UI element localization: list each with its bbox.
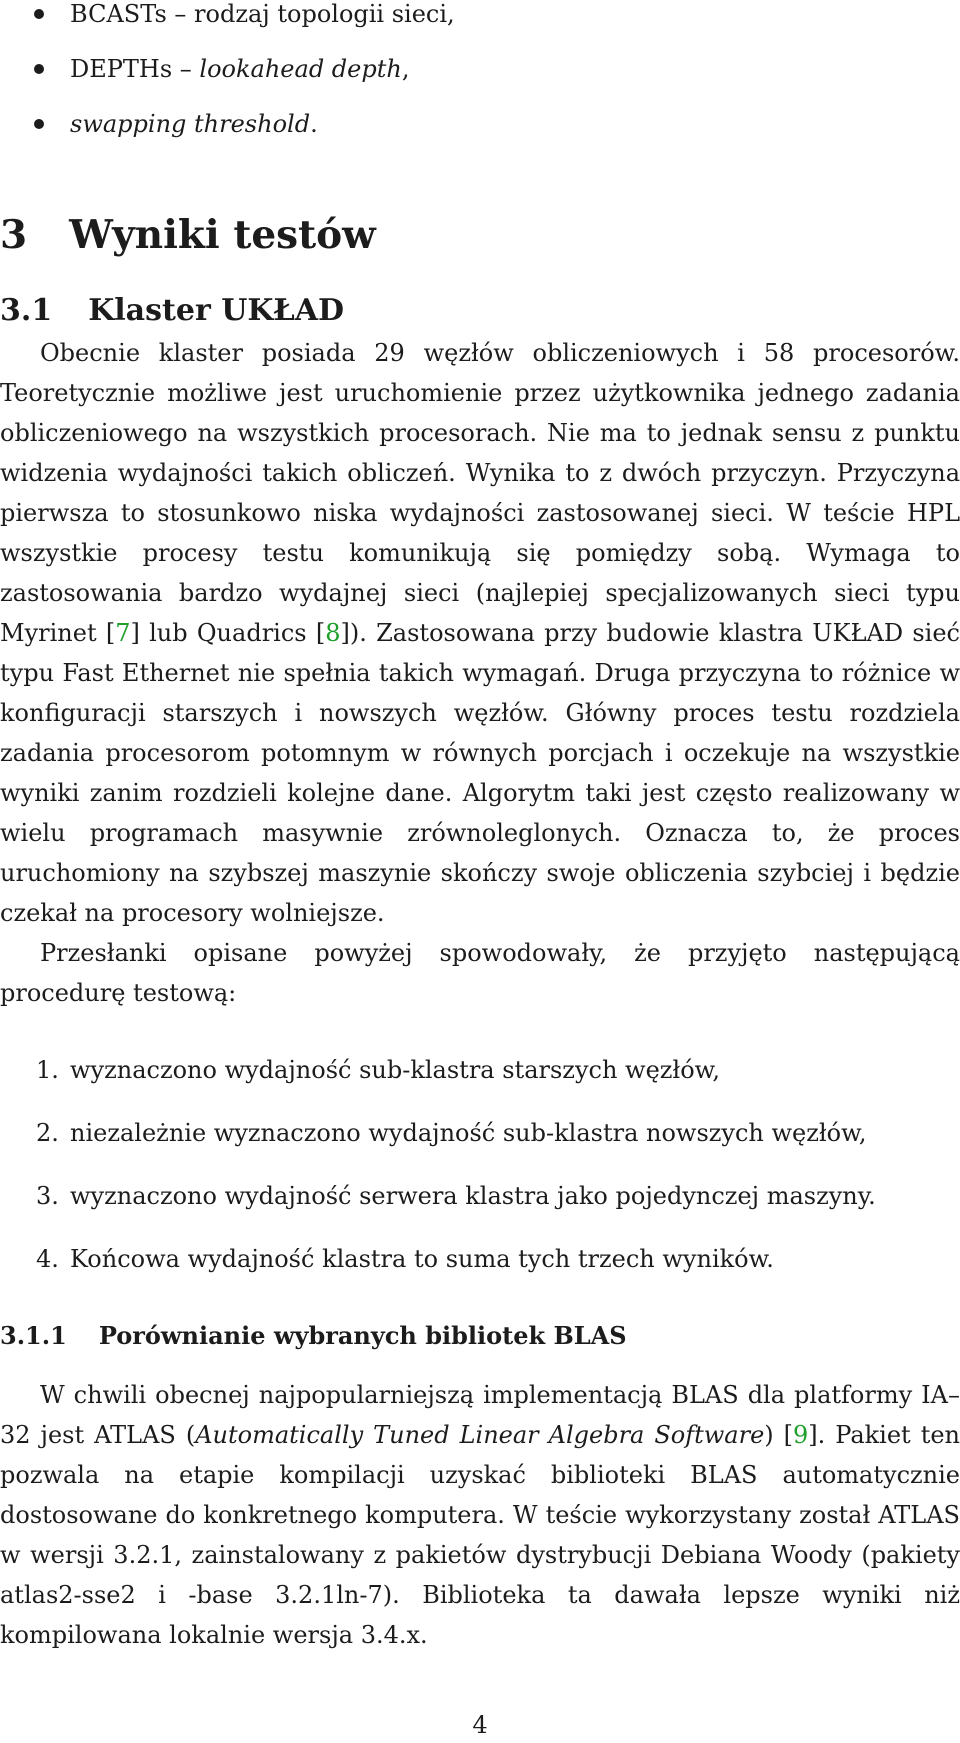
section-number: 3 (0, 212, 28, 258)
list-item (0, 1176, 960, 1216)
page-number: 4 (472, 1711, 488, 1739)
citation-link[interactable]: 7 (115, 619, 131, 647)
bullet-text-part: , (401, 55, 410, 83)
bullet-icon (34, 64, 44, 74)
list-item (0, 1113, 960, 1153)
bullet-icon (34, 9, 44, 19)
paragraph-text: Obecnie klaster posiada 29 węzłów obliczeniowych i 58 procesorów. Teoretycznie możliwe jest uruchomienie przez użytkownika jednego zadania obliczeniowego na wszystkich procesorach. Nie ma to jednak sensu z punktu widzenia wydajności takich obliczeń. Wynika to z dwóch przyczyn. Przyczyna pierwsza to stosunkowo niska wydajności zastosowanej sieci. W teście HPL wszystkie procesy testu komunikują się pomiędzy sobą. Wymaga to zastosowania bardzo wydajnej sieci (najlepiej specjalizowanych sieci typu Myrinet [ (0, 339, 960, 647)
subsection-heading (0, 291, 344, 331)
paragraph-text: Przesłanki opisane powyżej spowodowały, że przyjęto następującą procedurę testową: (0, 939, 960, 1007)
paragraph-text-italic: Automatically Tuned Linear Algebra Software (195, 1421, 765, 1449)
section-title: Wyniki testów (69, 212, 376, 258)
list-item-text: niezależnie wyznaczono wydajność sub-klastra nowszych węzłów, (70, 1119, 867, 1147)
paragraph-text: W chwili obecnej najpopularniejszą implementacją BLAS dla platformy IA–32 jest ATLAS ( (0, 1381, 960, 1449)
paragraph-text: ]. Pakiet ten pozwala na etapie kompilacji uzyskać biblioteki BLAS automatycznie dostosowane do konkretnego komputera. W teście wykorzystany został ATLAS w wersji 3.2.1, zainstalowany z pakietów dystrybucji Debiana Woody (pakiety atlas2-sse2 i -base 3.2.1ln-7). Biblioteka ta dawała lepsze wyniki niż kompilowana lokalnie wersja 3.4.x. (0, 1421, 960, 1649)
subsubsection-title: Porównianie wybranych bibliotek BLAS (98, 1321, 627, 1350)
subsection-number: 3.1 (0, 293, 53, 328)
list-item-number: 2. (36, 1119, 59, 1147)
list-item-text: wyznaczono wydajność serwera klastra jako pojedynczej maszyny. (70, 1182, 876, 1210)
paragraph-text: ] lub Quadrics [ (130, 619, 326, 647)
paragraph-procedure-intro (0, 933, 960, 1013)
bullet-text (70, 49, 409, 89)
paragraph-text: ) [ (764, 1421, 793, 1449)
section-heading (0, 210, 376, 260)
citation-link[interactable]: 8 (325, 619, 341, 647)
bullet-icon (34, 119, 44, 129)
subsubsection-number: 3.1.1 (0, 1321, 67, 1350)
list-item-text: Końcowa wydajność klastra to suma tych trzech wyników. (70, 1245, 774, 1273)
bullet-text-part-italic: swapping threshold (70, 110, 311, 138)
list-item-text: wyznaczono wydajność sub-klastra starszych węzłów, (70, 1056, 720, 1084)
subsection-title: Klaster UKŁAD (88, 293, 345, 328)
list-item-number: 3. (36, 1182, 59, 1210)
bullet-text-part: . (310, 110, 318, 138)
paragraph-text: ]). Zastosowana przy budowie klastra UKŁAD sieć typu Fast Ethernet nie spełnia takich wymagań. Druga przyczyna to różnice w konfiguracji starszych i nowszych węzłów. Główny proces testu rozdziela zadania procesorom potomnym w równych porcjach i oczekuje na wszystkie wyniki zanim rozdzieli kolejne dane. Algorytm taki jest często realizowany w wielu programach masywnie zrównoleglonych. Oznacza to, że proces uruchomiony na szybszej maszynie skończy swoje obliczenia szybciej i będzie czekał na procesory wolniejsze. (0, 619, 960, 927)
list-item-number: 1. (36, 1056, 59, 1084)
bullet-text-part: BCASTs – rodzaj topologii sieci, (70, 0, 455, 28)
list-item (0, 1050, 960, 1090)
subsubsection-heading (0, 1316, 627, 1356)
bullet-text-part: DEPTHs – (70, 55, 200, 83)
list-item-number: 4. (36, 1245, 59, 1273)
citation-link[interactable]: 9 (793, 1421, 809, 1449)
paragraph-blas-description (0, 1375, 960, 1655)
bullet-text (70, 104, 318, 144)
bullet-text-part-italic: lookahead depth (199, 55, 402, 83)
paragraph-cluster-description (0, 333, 960, 933)
bullet-text (70, 0, 455, 34)
list-item (0, 1239, 960, 1279)
